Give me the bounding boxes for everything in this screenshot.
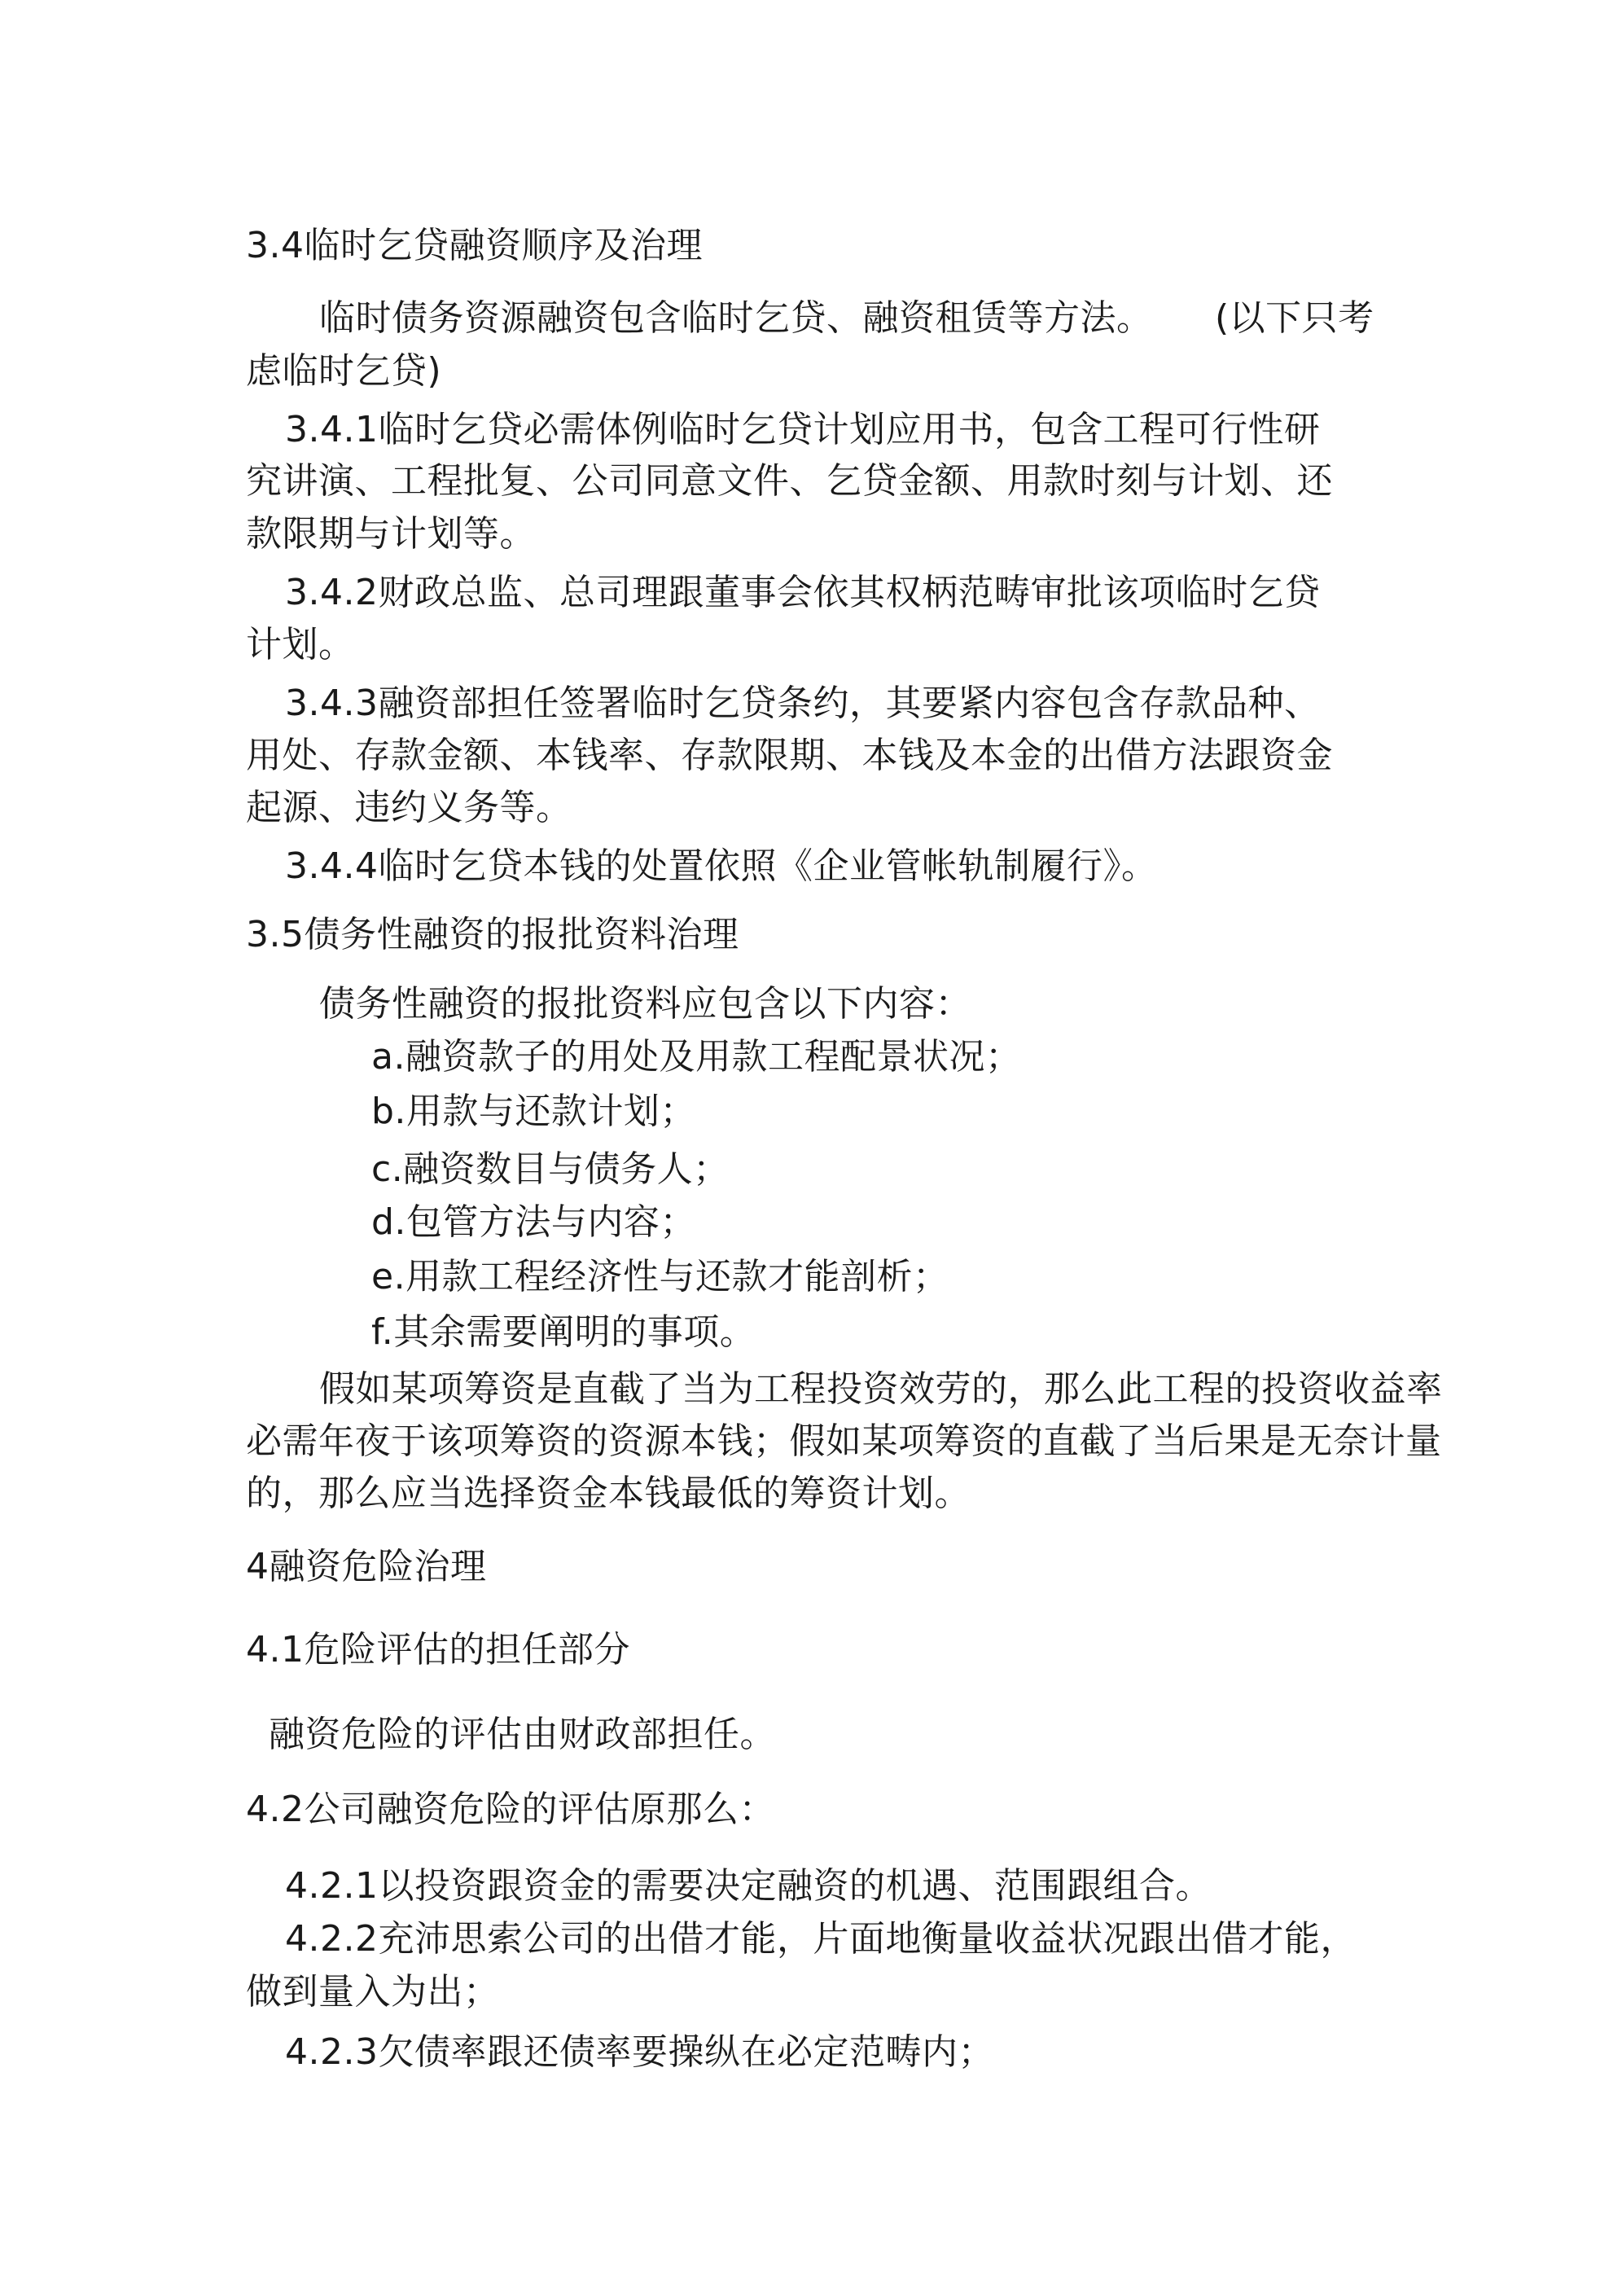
paragraph-line: 临时债务资源融资包含临时乞贷、融资租赁等方法。 [319,297,1153,339]
paragraph-line: 债务性融资的报批资料应包含以下内容： [319,983,971,1025]
paragraph-line: 假如某项筹资是直截了当为工程投资效劳的，那么此工程的投资收益率 [319,1368,1443,1410]
subsection-heading: 4.1危险评估的担任部分 [246,1629,630,1670]
paragraph-line: 3.4.1临时乞贷必需体例临时乞贷计划应用书，包含工程可行性研 [285,409,1321,450]
list-item: a.融资款子的用处及用款工程配景状况； [371,1036,1022,1078]
paragraph-line: 起源、违约义务等。 [246,787,572,828]
section-heading: 3.5债务性融资的报批资料治理 [246,914,739,955]
paragraph-line: 4.2.1以投资跟资金的需要决定融资的机遇、范围跟组合。 [285,1865,1212,1907]
paragraph-line: 计划。 [246,624,355,665]
paragraph-line: 3.4.2财政总监、总司理跟董事会依其权柄范畴审批该项临时乞贷 [285,572,1321,613]
paragraph-line: 4.2.3欠债率跟还债率要操纵在必定范畴内； [285,2031,994,2073]
paragraph-line: (以下只考 [1215,297,1374,339]
paragraph-line: 用处、存款金额、本钱率、存款限期、本钱及本金的出借方法跟资金 [246,735,1333,776]
paragraph-line: 3.4.4临时乞贷本钱的处置依照《企业管帐轨制履行》。 [285,845,1158,887]
list-item: c.融资数目与债务人； [371,1148,730,1190]
list-item: b.用款与还款计划； [371,1091,696,1132]
paragraph-line: 4.2.2充沛思索公司的出借才能，片面地衡量收益状况跟出借才能， [285,1918,1357,1960]
paragraph-line: 究讲演、工程批复、公司同意文件、乞贷金额、用款时刻与计划、还 [246,460,1333,502]
paragraph-line: 做到量入为出； [246,1971,500,2013]
paragraph-line: 3.4.3融资部担任签署临时乞贷条约，其要紧内容包含存款品种、 [285,683,1321,724]
section-heading: 3.4临时乞贷融资顺序及治理 [246,225,703,266]
section-heading: 4融资危险治理 [246,1546,487,1587]
paragraph-line: 虑临时乞贷) [246,350,442,392]
paragraph-line: 融资危险的评估由财政部担任。 [269,1714,776,1755]
paragraph-line: 的，那么应当选择资金本钱最低的筹资计划。 [246,1473,971,1514]
subsection-heading: 4.2公司融资危险的评估原那么： [246,1789,775,1830]
paragraph-line: 必需年夜于该项筹资的资源本钱；假如某项筹资的直截了当后果是无奈计量 [246,1420,1442,1462]
list-item: d.包管方法与内容； [371,1201,696,1243]
list-item: e.用款工程经济性与还款才能剖析； [371,1256,949,1297]
paragraph-line: 款限期与计划等。 [246,513,536,555]
list-item: f.其余需要阐明的事项。 [371,1311,756,1353]
